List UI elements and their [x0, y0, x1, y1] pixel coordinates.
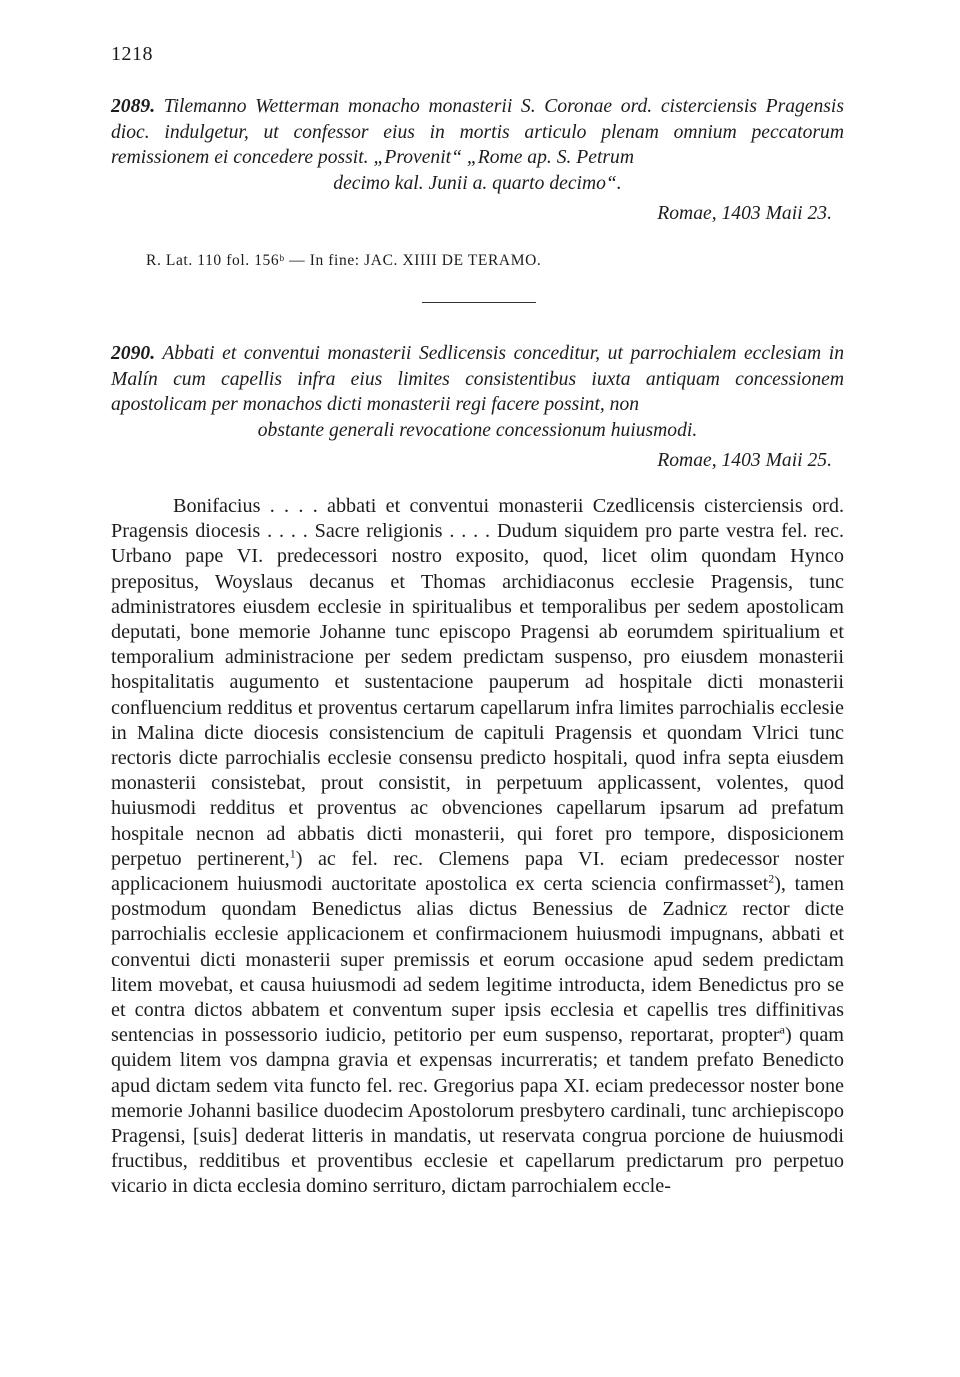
entry-2089-dateline: Romae, 1403 Maii 23.: [657, 203, 832, 224]
entry-2090-number: 2090.: [111, 343, 156, 364]
entry-2089-summary: [111, 94, 844, 196]
body-text-part: ), tamen postmodum quondam Benedictus alias dictus Benessius de Zadnicz rector dicte parrochialis ecclesie applicacionem et confirmacionem huiusmodi impugnans, abbati et conventui dicti monasterii super premissis et eorum occasione apud sedem predictam litem movebat, et causa huiusmodi ad sedem legitime introducta, idem Benedictus pro se et contra dictos abbatem et conventum super ipsis ecclesia et capellis tres diffinitivas sentencias in possessorio iudicio, petitorio per eum suspenso, reportarat, propter: [111, 873, 844, 1047]
entry-2089-summary-last: decimo kal. Junii a. quarto decimo“.: [333, 172, 622, 194]
body-paragraph: [111, 494, 844, 1200]
page-number: 1218: [111, 43, 153, 65]
entry-2090-dateline: Romae, 1403 Maii 25.: [657, 450, 832, 471]
body-text-part: ) ac fel. rec. Clemens papa VI. eciam predecessor noster applicacionem huiusmodi auctoritate apostolica ex certa sciencia confirmasset: [111, 847, 845, 896]
entry-2090-summary-last: obstante generali revocatione concessionum huiusmodi.: [257, 419, 698, 441]
footnote-marker: a: [779, 1022, 785, 1037]
footnote-marker: 1: [289, 846, 296, 861]
entry-2089-summary-text: Tilemanno Wetterman monacho monasterii S. Coronae ord. cisterciensis Pragensis dioc. indulgetur, ut confessor eius in mortis articulo plenam omnium peccatorum remissionem ei concedere possit. „Provenit“ „Rome ap. S. Petrum: [111, 96, 844, 169]
entry-2090-summary: [111, 341, 844, 443]
footnote-marker: 2: [768, 871, 775, 886]
entry-2089-number: 2089.: [111, 96, 156, 117]
body-text-part: ) quam quidem litem vos dampna gravia et expensas incurreratis; et tandem prefato Benedicto apud dictam sedem vita functo fel. rec. Gregorius papa XI. eciam predecessor noster bone memorie Johanni basilice duodecim Apostolorum presbytero cardinali, tunc archiepiscopo Pragensi, [suis] dederat litteris in mandatis, ut reservata congrua porcione de huiusmodi fructibus, redditibus et proventibus ecclesie et capellarum predictarum pro perpetuo vicario in dicta ecclesia domino serrituro, dictam parrochialem eccle-: [111, 1024, 844, 1198]
body-text-part: Bonifacius . . . . abbati et conventui monasterii Czedlicensis cisterciensis ord. Pragensis diocesis . . . . Sacre religionis . . . . Dudum siquidem pro parte vestra fel. rec. Urbano pape VI. predecessori nostro exposito, quod, licet olim quondam Hynco prepositus, Woyslaus decanus et Thomas archidiaconus ecclesie Pragensis, tunc administratores eiusdem ecclesie in spiritualibus et temporalibus per sedem apostolicam deputati, bone memorie Johanne tunc episcopo Pragensi ab eorumdem spiritualium et temporalium administracione per sedem predictam suspenso, pro eiusdem monasterii hospitalitatis augumento et sustentacione pauperum ad hospitale dicti monasterii confluencium redditus et proventus certarum capellarum infra limites parrochialis ecclesie in Malina dicte diocesis consistencium de capituli Pragensis et quondam Vlrici tunc rectoris dicte parrochialis ecclesie consensu predicto hospitali, quod infra septa eiusdem monasterii consistebat, prout consistit, in perpetuum applicassent, volentes, quod huiusmodi redditus et proventus ac obvenciones capellarum ipsarum ad prefatum hospitale necnon ad abbatis dicti monasterii, qui foret pro tempore, disposicionem perpetuo pertinerent,: [111, 495, 844, 870]
entry-2089-reference: R. Lat. 110 fol. 156ᵇ — In fine: JAC. XIIII DE TERAMO.: [146, 252, 542, 269]
section-divider: [422, 302, 536, 303]
entry-2090-body: [111, 494, 844, 1200]
entry-2090-summary-text: Abbati et conventui monasterii Sedlicensis conceditur, ut parrochialem ecclesiam in Malín cum capellis infra eius limites consistentibus iuxta antiquam concessionem apostolicam per monachos dicti monasterii regi facere possint, non: [111, 343, 845, 416]
